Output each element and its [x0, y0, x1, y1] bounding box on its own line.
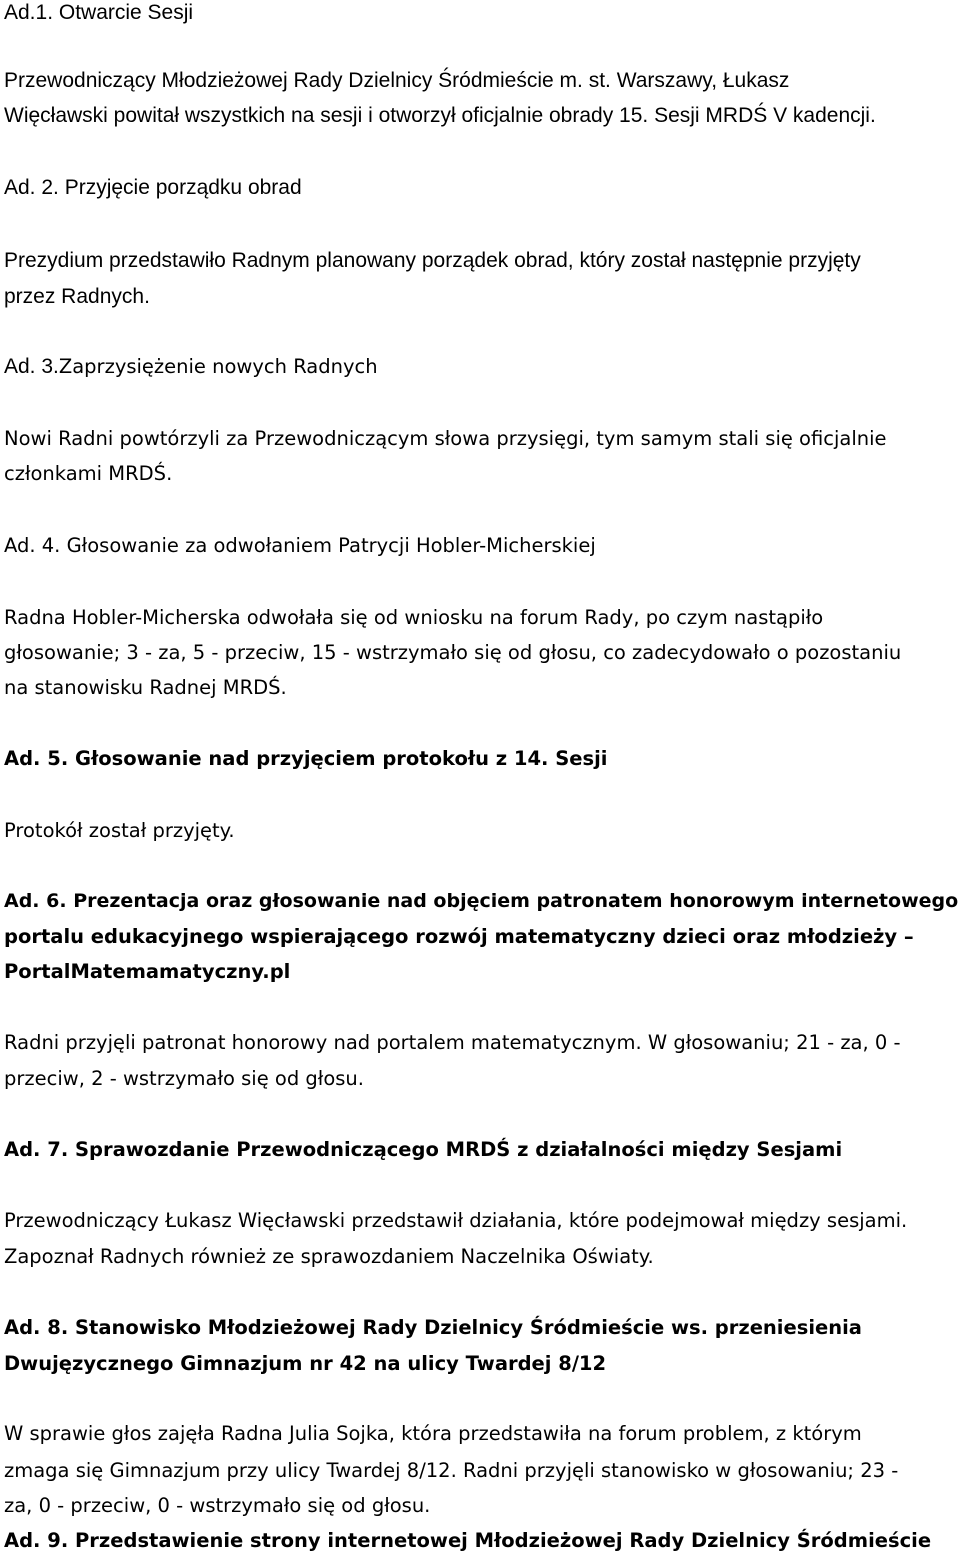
section-3-heading-prefix: Ad. 3. [4, 355, 59, 378]
section-9-heading: Ad. 9. Przedstawienie strony internetowej Młodzieżowej Rady Dzielnicy Śródmieście [4, 1529, 932, 1552]
section-2-paragraph-line-1: Prezydium przedstawiło Radnym planowany porządek obrad, który został następnie przyjęty [4, 249, 861, 272]
section-6-paragraph-line-2: przeciw, 2 - wstrzymało się od głosu. [4, 1067, 364, 1090]
section-3-paragraph-line-2: członkami MRDŚ. [4, 462, 173, 485]
section-7-heading: Ad. 7. Sprawozdanie Przewodniczącego MRDŚ z działalności między Sesjami [4, 1138, 843, 1161]
section-6-heading-line-2: portalu edukacyjnego wspierającego rozwój matematyczny dzieci oraz młodzieży – [4, 925, 914, 948]
section-8-heading-line-2: Dwujęzycznego Gimnazjum nr 42 na ulicy Twardej 8/12 [4, 1352, 607, 1375]
section-8-heading-line-1: Ad. 8. Stanowisko Młodzieżowej Rady Dzielnicy Śródmieście ws. przeniesienia [4, 1316, 862, 1339]
section-3-heading: Zaprzysiężenie nowych Radnych [58, 355, 378, 378]
section-4-heading: Ad. 4. Głosowanie za odwołaniem Patrycji Hobler-Micherskiej [4, 534, 596, 557]
section-5-heading: Ad. 5. Głosowanie nad przyjęciem protokołu z 14. Sesji [4, 747, 608, 770]
section-2-heading: Ad. 2. Przyjęcie porządku obrad [4, 176, 302, 199]
section-2-paragraph-line-2: przez Radnych. [4, 285, 150, 308]
section-1-heading: Ad.1. Otwarcie Sesji [4, 1, 194, 24]
section-1-paragraph-line-2: Więcławski powitał wszystkich na sesji i otworzył oficjalnie obrady 15. Sesji MRDŚ V kadencji. [4, 104, 876, 127]
section-4-paragraph-line-3: na stanowisku Radnej MRDŚ. [4, 676, 287, 699]
section-7-paragraph-line-2: Zapoznał Radnych również ze sprawozdaniem Naczelnika Oświaty. [4, 1245, 654, 1268]
section-1-paragraph-line-1: Przewodniczący Młodzieżowej Rady Dzielnicy Śródmieście m. st. Warszawy, Łukasz [4, 69, 790, 92]
section-7-paragraph-line-1: Przewodniczący Łukasz Więcławski przedstawił działania, które podejmował między sesjami. [4, 1209, 908, 1232]
section-8-paragraph-line-3: za, 0 - przeciw, 0 - wstrzymało się od głosu. [4, 1494, 431, 1517]
section-4-paragraph-line-1: Radna Hobler-Micherska odwołała się od wniosku na forum Rady, po czym nastąpiło [4, 606, 824, 629]
section-8-paragraph-line-2: zmaga się Gimnazjum przy ulicy Twardej 8/12. Radni przyjęli stanowisko w głosowaniu; 23 - [4, 1459, 899, 1482]
section-3-paragraph-line-1: Nowi Radni powtórzyli za Przewodniczącym słowa przysięgi, tym samym stali się oficjalnie [4, 427, 887, 450]
section-5-paragraph-line-1: Protokół został przyjęty. [4, 819, 235, 842]
section-6-heading-line-1: Ad. 6. Prezentacja oraz głosowanie nad objęciem patronatem honorowym internetowego [4, 890, 959, 912]
section-4-paragraph-line-2: głosowanie; 3 - za, 5 - przeciw, 15 - wstrzymało się od głosu, co zadecydowało o pozostaniu [4, 641, 902, 664]
section-8-paragraph-line-1: W sprawie głos zajęła Radna Julia Sojka, która przedstawiła na forum problem, z którym [4, 1422, 862, 1445]
section-6-paragraph-line-1: Radni przyjęli patronat honorowy nad portalem matematycznym. W głosowaniu; 21 - za, 0 - [4, 1031, 901, 1054]
section-6-heading-line-3: PortalMatemamatyczny.pl [4, 960, 291, 983]
